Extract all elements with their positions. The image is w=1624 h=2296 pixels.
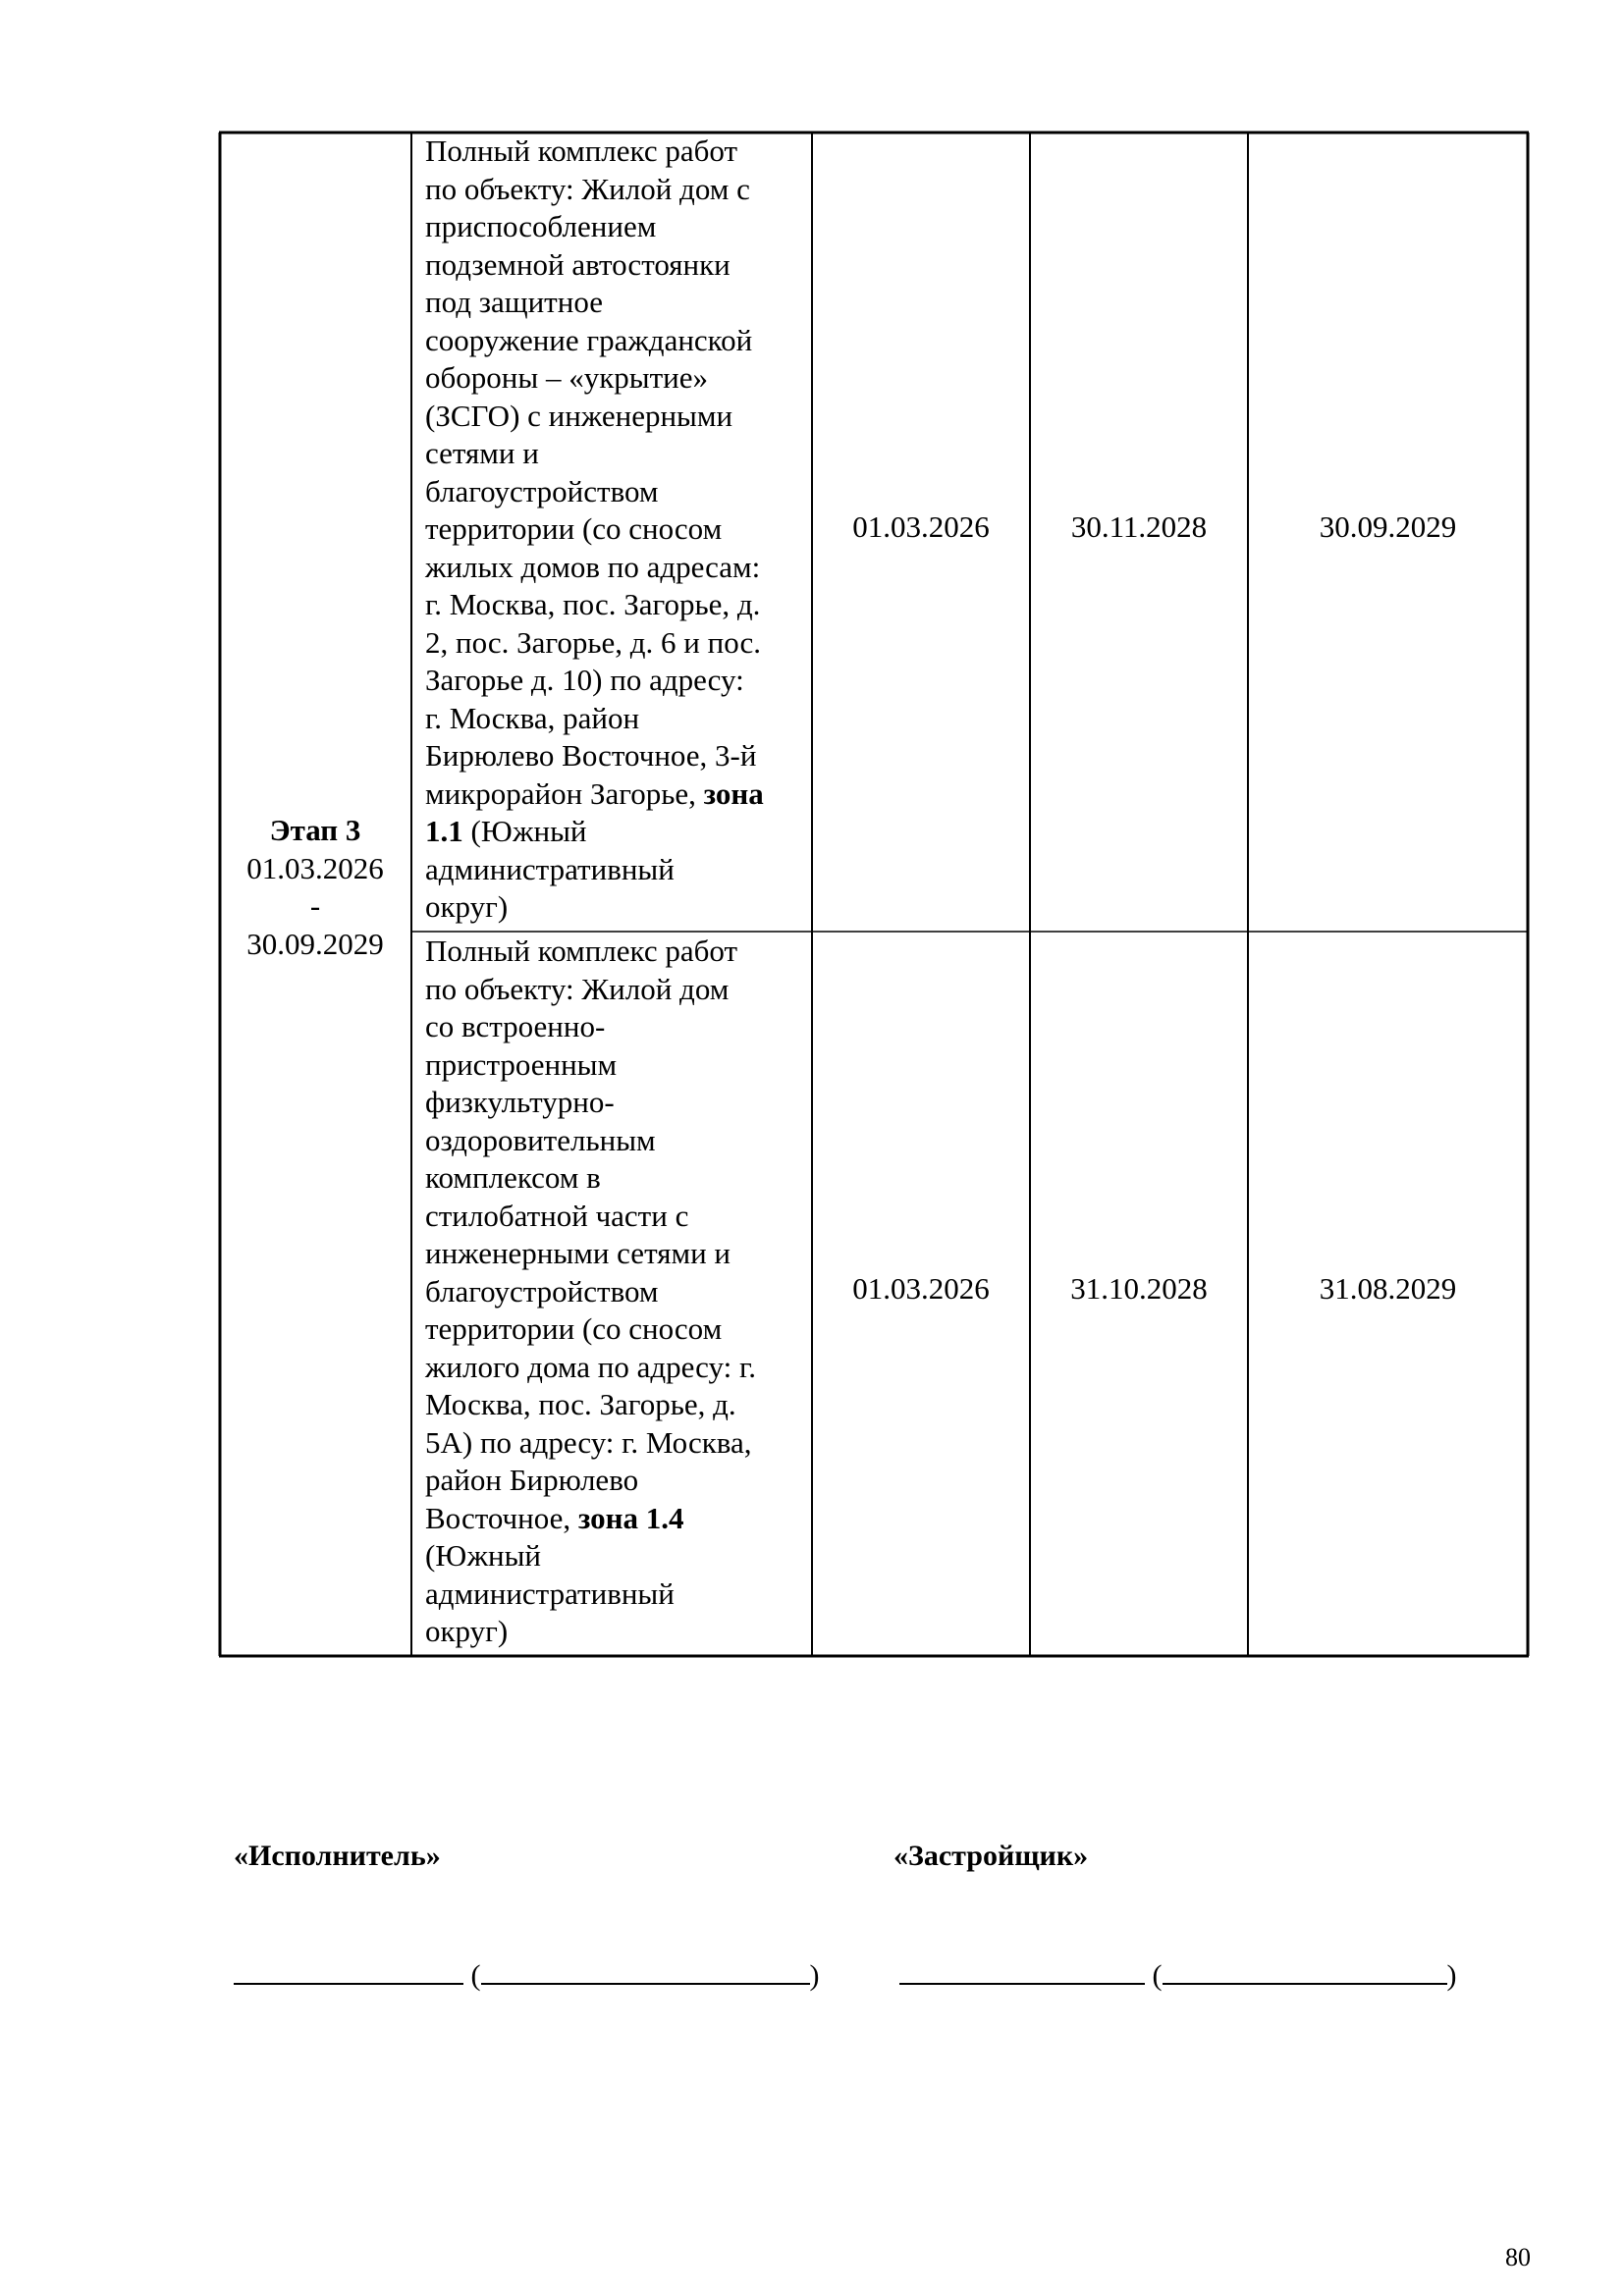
desc-line: благоустройством xyxy=(425,1273,659,1308)
executor-signature-line xyxy=(234,1953,820,1993)
row-2-end-date: 31.10.2028 xyxy=(1070,1271,1208,1306)
desc-line: сетями и xyxy=(425,436,539,470)
developer-title: «Застройщик» xyxy=(893,1840,1089,1872)
desc-line: (ЗСГО) с инженерными xyxy=(425,398,733,433)
desc-line: стилобатной части с xyxy=(425,1198,689,1233)
page-number: 80 xyxy=(1505,2243,1531,2271)
desc-line: административный xyxy=(425,1575,675,1611)
desc-line: территории (со сносом xyxy=(425,1311,723,1346)
zone-number-bold: 1.1 xyxy=(425,814,463,848)
desc-line: жилого дома по адресу: г. xyxy=(425,1349,756,1384)
row-1-final-date: 30.09.2029 xyxy=(1319,509,1457,544)
executor-open-paren: ( xyxy=(470,1959,481,1992)
row-2-final-date: 31.08.2029 xyxy=(1319,1271,1457,1306)
zone-suffix: (Южный xyxy=(462,814,587,848)
desc-line: (Южный xyxy=(425,1538,541,1573)
desc-line: округ) xyxy=(425,1614,509,1648)
desc-line: приспособлением xyxy=(425,209,657,243)
row-2-start-date: 01.03.2026 xyxy=(852,1271,990,1306)
executor-close-paren: ) xyxy=(809,1959,820,1992)
stage-end-date: 30.09.2029 xyxy=(246,926,384,961)
developer-name-blank xyxy=(1163,1953,1447,1985)
desc-line: благоустройством xyxy=(425,473,659,508)
desc-line: обороны – «укрытие» xyxy=(425,360,708,395)
desc-line-zone xyxy=(425,775,808,814)
row-2-description xyxy=(425,933,808,1651)
desc-line: территории (со сносом xyxy=(425,511,723,546)
executor-title: «Исполнитель» xyxy=(234,1840,441,1872)
desc-line-zone xyxy=(425,1500,808,1538)
zone-prefix: микрорайон Загорье, xyxy=(425,775,704,811)
desc-line: 5А) по адресу: г. Москва, xyxy=(425,1424,752,1460)
desc-line: Полный комплекс работ xyxy=(425,133,738,168)
desc-line: оздоровительным xyxy=(425,1122,656,1157)
desc-line: по объекту: Жилой дом xyxy=(425,971,730,1006)
desc-line: пристроенным xyxy=(425,1046,618,1082)
desc-line: по объекту: Жилой дом с xyxy=(425,171,750,206)
desc-line: район Бирюлево xyxy=(425,1463,639,1497)
executor-signature-blank xyxy=(234,1953,463,1985)
desc-line-zone-number xyxy=(425,813,808,851)
zone-label-bold: зона 1.4 xyxy=(577,1500,684,1535)
stage-dash: - xyxy=(309,888,321,923)
stage-start-date: 01.03.2026 xyxy=(246,850,384,885)
zone-label-bold: зона xyxy=(703,775,764,811)
developer-signature-line xyxy=(899,1953,1457,1993)
desc-line: Полный комплекс работ xyxy=(425,934,738,968)
desc-line: инженерными сетями и xyxy=(425,1236,731,1270)
desc-line: административный xyxy=(425,851,675,886)
row-1-start-date: 01.03.2026 xyxy=(852,509,990,544)
developer-open-paren: ( xyxy=(1152,1959,1163,1992)
desc-line: сооружение гражданской xyxy=(425,322,753,357)
desc-line: Москва, пос. Загорье, д. xyxy=(425,1387,736,1421)
row-1-description xyxy=(425,133,808,927)
stage-label: Этап 3 xyxy=(269,813,361,847)
zone-prefix: Восточное, xyxy=(425,1500,578,1535)
developer-close-paren: ) xyxy=(1446,1959,1457,1992)
desc-line: г. Москва, пос. Загорье, д. xyxy=(425,587,761,621)
stage-cell xyxy=(220,812,410,963)
desc-line: Загорье д. 10) по адресу: xyxy=(425,663,744,697)
desc-line: жилых домов по адресам: xyxy=(425,549,761,584)
desc-line: физкультурно- xyxy=(425,1085,615,1119)
row-1-end-date: 30.11.2028 xyxy=(1070,509,1208,544)
desc-line: со встроенно- xyxy=(425,1009,606,1043)
desc-line: Бирюлево Восточное, 3-й xyxy=(425,738,757,773)
desc-line: подземной автостоянки xyxy=(425,246,731,282)
desc-line: округ) xyxy=(425,889,509,924)
developer-signature-blank xyxy=(899,1953,1145,1985)
desc-line: 2, пос. Загорье, д. 6 и пос. xyxy=(425,624,761,660)
desc-line: под защитное xyxy=(425,285,603,319)
desc-line: комплексом в xyxy=(425,1160,601,1195)
desc-line: г. Москва, район xyxy=(425,700,640,735)
executor-name-blank xyxy=(481,1953,810,1985)
